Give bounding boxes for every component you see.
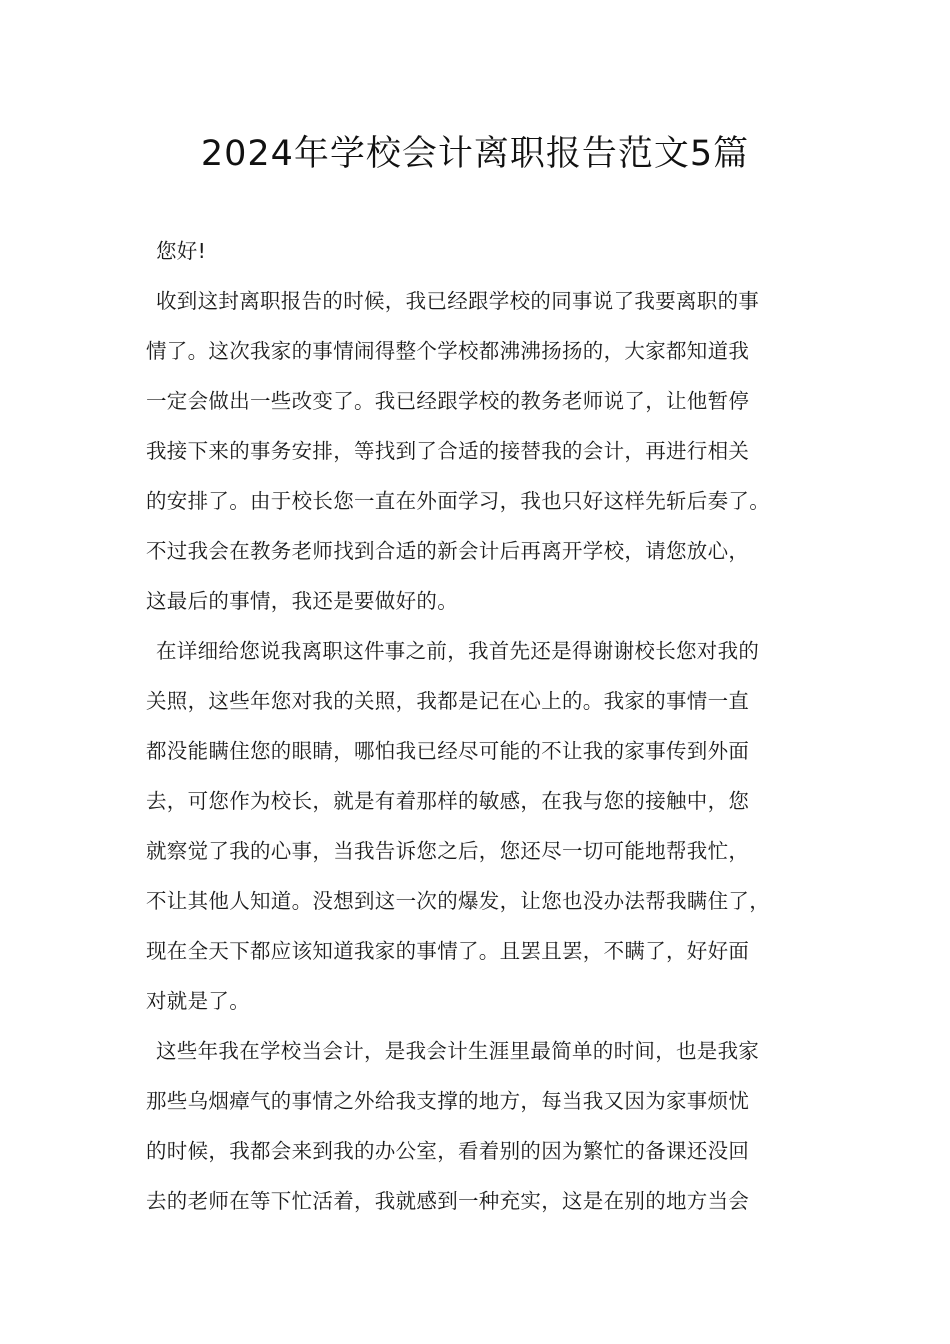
paragraph-line: 去的老师在等下忙活着，我就感到一种充实，这是在别的地方当会 — [146, 1189, 750, 1213]
paragraph-line: 这些年我在学校当会计，是我会计生涯里最简单的时间，也是我家 — [156, 1039, 760, 1063]
paragraph-line: 的时候，我都会来到我的办公室，看着别的因为繁忙的备课还没回 — [146, 1139, 750, 1163]
paragraph-line: 收到这封离职报告的时候，我已经跟学校的同事说了我要离职的事 — [156, 289, 760, 313]
paragraph-line: 就察觉了我的心事，当我告诉您之后，您还尽一切可能地帮我忙， — [146, 839, 750, 863]
paragraph-line: 的安排了。由于校长您一直在外面学习，我也只好这样先斩后奏了。 — [146, 489, 770, 513]
paragraph-line: 去，可您作为校长，就是有着那样的敏感，在我与您的接触中，您 — [146, 789, 750, 813]
paragraph-line: 一定会做出一些改变了。我已经跟学校的教务老师说了，让他暂停 — [146, 389, 750, 413]
greeting-line: 您好! — [156, 239, 207, 263]
paragraph-line: 我接下来的事务安排，等找到了合适的接替我的会计，再进行相关 — [146, 439, 750, 463]
paragraph-line: 不过我会在教务老师找到合适的新会计后再离开学校，请您放心， — [146, 539, 750, 563]
paragraph-line: 情了。这次我家的事情闹得整个学校都沸沸扬扬的，大家都知道我 — [146, 339, 750, 363]
paragraph-line: 现在全天下都应该知道我家的事情了。且罢且罢，不瞒了，好好面 — [146, 939, 750, 963]
paragraph-line: 关照，这些年您对我的关照，我都是记在心上的。我家的事情一直 — [146, 689, 750, 713]
paragraph-line: 在详细给您说我离职这件事之前，我首先还是得谢谢校长您对我的 — [156, 639, 760, 663]
paragraph-line: 都没能瞒住您的眼睛，哪怕我已经尽可能的不让我的家事传到外面 — [146, 739, 750, 763]
paragraph-line: 对就是了。 — [146, 989, 250, 1013]
document-title: 2024年学校会计离职报告范文5篇 — [200, 134, 750, 174]
paragraph-line: 不让其他人知道。没想到这一次的爆发，让您也没办法帮我瞒住了， — [146, 889, 770, 913]
paragraph-line: 那些乌烟瘴气的事情之外给我支撑的地方，每当我又因为家事烦忧 — [146, 1089, 750, 1113]
paragraph-line: 这最后的事情，我还是要做好的。 — [146, 589, 458, 613]
